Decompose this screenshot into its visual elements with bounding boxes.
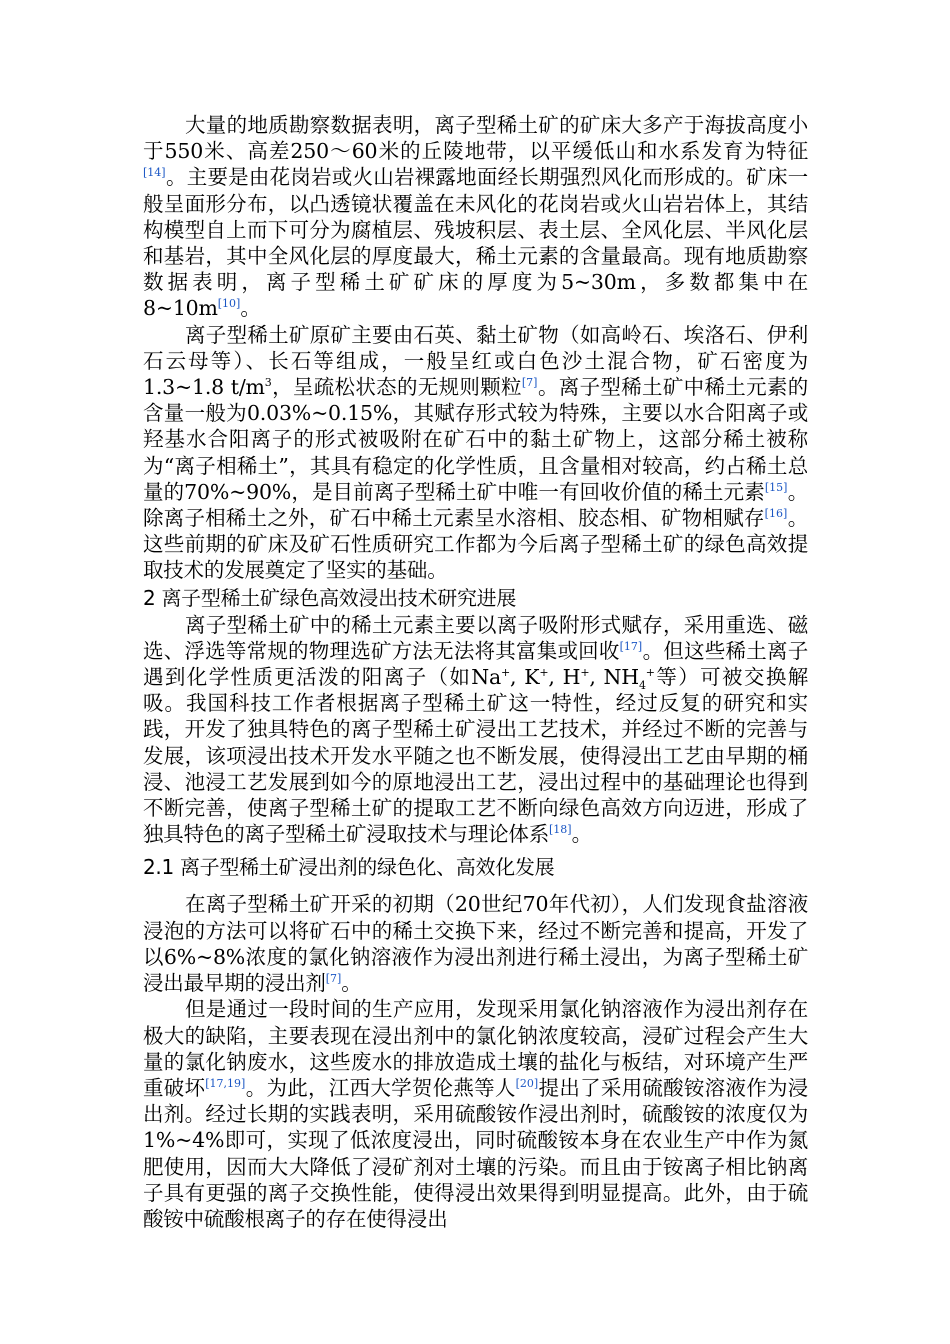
paragraph-leaching-overview [143, 612, 808, 848]
superscript-plus: + [539, 666, 549, 680]
superscript-plus: + [580, 666, 590, 680]
text-run: 在离子型稀土矿开采的初期（20世纪70年代初），人们发现食盐溶液浸泡的方法可以将矿石中的稀土交换下来，经过不断完善和提高，开发了以6%~8%浓度的氯化钠溶液作为浸出剂进行稀土浸出，为离子型稀土矿浸出最早期的浸出剂 [143, 892, 808, 996]
text-run: 。 [341, 971, 362, 996]
superscript-plus: + [501, 666, 511, 680]
citation-16[interactable]: [16] [764, 507, 788, 521]
text-run: 。为此，江西大学贺伦燕等人 [245, 1075, 516, 1100]
text-run: 离子型稀土矿中的稀土元素主要以离子吸附形式赋存，采用重选、磁选、浮选等常规的物理选矿方法无法将其富集或回收 [143, 612, 808, 663]
superscript-cubed: 3 [264, 376, 272, 390]
citation-18[interactable]: [18] [549, 823, 572, 837]
text-run: 提出了采用硫酸铵溶液作为浸出剂。经过长期的实践表明，采用硫酸铵作浸出剂时，硫酸铵的浓度仅为1%~4%即可，实现了低浓度浸出，同时硫酸铵本身在农业生产中作为氮肥使用，因而大大降低了浸矿剂对土壤的污染。而且由于铵离子相比钠离子具有更强的离子交换性能，使得浸出效果得到明显提高。此外，由于硫酸铵中硫酸根离子的存在使得浸出 [143, 1075, 808, 1231]
text-run: ，呈疏松状态的无规则颗粒 [271, 375, 522, 400]
paragraph-ore-composition [143, 322, 808, 584]
superscript-plus: + [645, 666, 655, 680]
citation-17-19[interactable]: [17,19] [205, 1077, 246, 1091]
text-run: 。这些前期的矿床及矿石性质研究工作都为今后离子型稀土矿的绿色高效提取技术的发展奠定了坚实的基础。 [143, 506, 808, 583]
paragraph-early-leachant [143, 891, 808, 996]
section-heading-2: 2 离子型稀土矿绿色高效浸出技术研究进展 [143, 585, 517, 610]
citation-10[interactable]: [10] [217, 297, 241, 311]
text-run: 离子型稀土矿原矿主要由石英、黏土矿物（如高岭石、埃洛石、伊利石云母等）、长石等组成，一般呈红或白色沙土混合物，矿石密度为1.3~1.8 t/m [143, 322, 808, 400]
text-run: 但是通过一段时间的生产应用，发现采用氯化钠溶液作为浸出剂存在极大的缺陷，主要表现在浸出剂中的氯化钠浓度较高，浸矿过程会产生大量的氯化钠废水，这些废水的排放造成土壤的盐化与板结，对环境产生严重破坏 [143, 997, 808, 1100]
text-run: 。 [240, 296, 261, 321]
citation-15[interactable]: [15] [764, 481, 788, 495]
text-run: 。 [571, 822, 592, 847]
text-run: , H [548, 665, 581, 690]
text-run: 。离子型稀土矿中稀土元素的含量一般为0.03%~0.15%，其赋存形式较为特殊，主要以水合阳离子或羟基水合阳离子的形式被吸附在矿石中的黏土矿物上，这部分稀土被称为“离子相稀土”，其具有稳定的化学性质，且含量相对较高，约占稀土总量的70%~90%，是目前离子型稀土矿中唯一有回收价值的稀土元素 [143, 375, 808, 504]
text-run: 。但这些稀土离子遇到化学性质更活泼的阳离子（如Na [143, 638, 808, 690]
text-run: 。主要是由花岗岩或火山岩裸露地面经长期强烈风化而形成的。矿床一般呈面形分布，以凸透镜状覆盖在未风化的花岗岩或火山岩岩体上，其结构模型自上而下可分为腐植层、残坡积层、表土层、全风化层、半风化层和基岩，其中全风化层的厚度最大，稀土元素的含量最高。现有地质勘察数据表明，离子型稀土矿矿床的厚度为5~30m，多数都集中在8~10m [143, 165, 808, 321]
text-run: 大量的地质勘察数据表明，离子型稀土矿的矿床大多产于海拔高度小于550米、高差250～60米的丘陵地带，以平缓低山和水系发育为特征 [143, 113, 808, 164]
text-run: , K [510, 665, 540, 690]
subscript-four: 4 [638, 679, 646, 693]
paragraph-deposit-geology [143, 112, 808, 322]
citation-7[interactable]: [7] [521, 376, 538, 390]
citation-7[interactable]: [7] [325, 972, 342, 986]
text-run: 。除离子相稀土之外，矿石中稀土元素呈水溶相、胶态相、矿物相赋存 [143, 479, 808, 531]
text-column [143, 112, 808, 1232]
citation-14[interactable]: [14] [143, 166, 166, 180]
text-run: , NH [589, 665, 639, 690]
citation-17[interactable]: [17] [619, 640, 643, 654]
text-run: 等）可被交换解吸。我国科技工作者根据离子型稀土矿这一特性，经过反复的研究和实践，开发了独具特色的离子型稀土矿浸出工艺技术，并经过不断的完善与发展，该项浸出技术开发水平随之也不断发展，使得浸出工艺由早期的桶浸、池浸工艺发展到如今的原地浸出工艺，浸出过程中的基础理论也得到不断完善，使离子型稀土矿的提取工艺不断向绿色高效方向迈进，形成了独具特色的离子型稀土矿浸取技术与理论体系 [143, 665, 809, 847]
citation-20[interactable]: [20] [515, 1077, 539, 1091]
paragraph-ammonium-sulfate [143, 996, 808, 1232]
section-heading-2-1: 2.1 离子型稀土矿浸出剂的绿色化、高效化发展 [143, 855, 555, 880]
